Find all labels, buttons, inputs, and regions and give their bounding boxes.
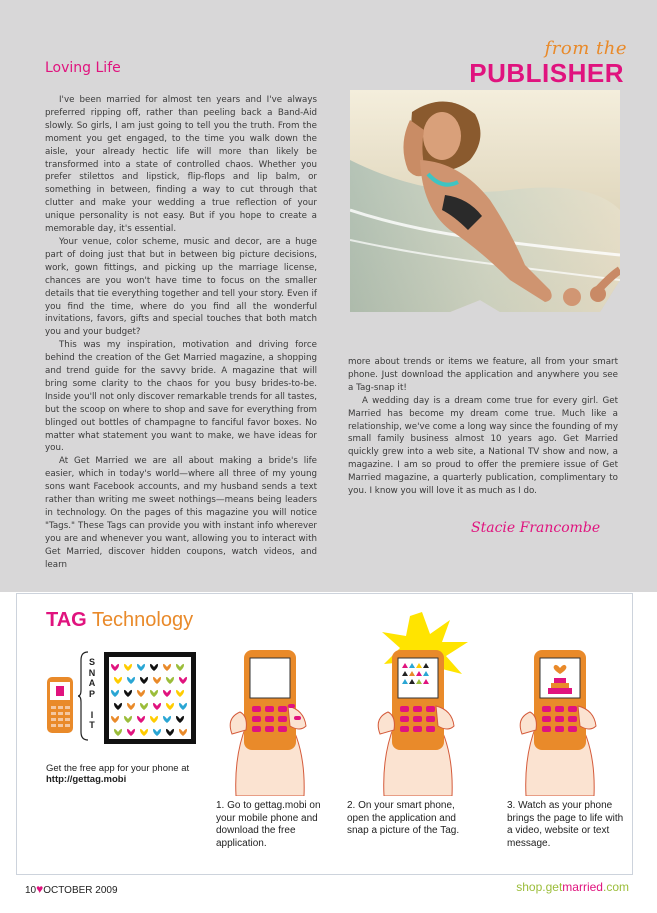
technology-word: Technology (91, 609, 194, 631)
paragraph: At Get Married we are all about making a bride's life easier, which in today's world—where all three of my young sons want Facebook accounts, and my husband sends a text rather than writing me sweet nothings—means being leaders in technology. On the pages of this magazine you will notice "Tags." These Tags can provide you with instant info wherever you are and whenever you want, allowing you to interact with Get Married, discover hidden coupons, watch videos, and learn (45, 456, 317, 570)
snap-letter: I (90, 709, 94, 720)
page-number: 10 (25, 885, 37, 896)
footer-issue (25, 882, 118, 896)
publisher-photo (350, 90, 620, 312)
footer-url[interactable] (516, 880, 629, 894)
article-column-1 (45, 94, 317, 572)
snap-letter: A (88, 678, 96, 688)
article-column-2 (348, 356, 618, 498)
tag-word: TAG (46, 609, 87, 631)
phone-step-2-icon (362, 612, 472, 796)
snap-letter: P (88, 688, 95, 699)
get-app-line: Get the free app for your phone at (46, 763, 190, 774)
snap-letter: N (88, 667, 96, 678)
snap-letter (86, 699, 98, 710)
article-title: Loving Life (45, 60, 121, 76)
publisher-signature: Stacie Francombe (471, 520, 601, 536)
tag-code-image (104, 652, 196, 744)
paragraph: A wedding day is a dream come true for every girl. Get Married has become my dream come true. Much like a relationship, we've come a long way since the founding of my small family business almost 10 years ago. Get Married quickly grew into a web site, a National TV show and now, a magazine. I am so proud to offer the premiere issue of Get Married magazine, a quarterly publication, complimentary to you. I know you will love it as much as I do. (348, 395, 618, 497)
paragraph: more about trends or items we feature, all from your smart phone. Just download the application and anywhere you see a Tag-snap it! (348, 357, 618, 393)
paragraph: I've been married for almost ten years and I've always preferred ripping off, rather than peeling back a Band-Aid slowly. So girls, I am just going to tell you the truth. From the moment you get engaged, to the time you walk down the aisle, your already hectic life will more than likely be transformed into a state of controlled chaos. Whether you prefer stilettos and lipstick, flip-flops and lip balm, or something in between, finding a way to cut through that clutter and make your wedding a true reflection of your unique personality is not easy. But if you hope to create a memorable day, it's essential. (45, 95, 317, 235)
heart-icon: ♥ (36, 882, 44, 896)
from-the-heading: from the (544, 38, 627, 59)
step-1-text: 1. Go to gettag.mobi on your mobile phone and download the free application. (216, 800, 321, 849)
step-3-text: 3. Watch as your phone brings the page to life with a video, website or text message. (507, 800, 624, 849)
issue-date: OCTOBER 2009 (43, 885, 118, 896)
phone-step-3-icon (516, 646, 606, 796)
url-shop: shop. (516, 880, 546, 894)
paragraph: This was my inspiration, motivation and driving force behind the creation of the Get Married magazine, a shopping and trend guide for the savvy bride. A magazine that will bring some clarity to the chaos for you busy brides-to-be. Inside you'll not only discover remarkable trends for all tastes, but the scoop on where to shop and save for everything from blinged out bottles of champagne to fanciful favor boxes. No matter what statement you want to make, we have ideas for you. (45, 340, 317, 454)
get-app-text (46, 763, 236, 785)
paragraph: Your venue, color scheme, music and decor, are a huge part of doing just that but in between big picture decisions, work, gown fittings, and picking up the marriage license, chances are you won't have time to focus on the smaller details that tie everything together and tell your story. Even if you find the time, where do you find all the wonderful invitations, favors, gifts and special touches that both match you and your budget? (45, 236, 317, 338)
step-2-text: 2. On your smart phone, open the application and snap a picture of the Tag. (347, 800, 460, 836)
url-com: .com (602, 880, 629, 894)
publisher-heading: PUBLISHER (469, 58, 624, 88)
gettag-link[interactable]: http://gettag.mobi (46, 774, 127, 785)
phone-step-1-icon (226, 646, 316, 796)
url-married: married (562, 880, 603, 894)
snap-letter: T (89, 720, 95, 730)
snap-it-label (86, 657, 98, 731)
url-get: get (545, 880, 563, 894)
small-phone-icon (46, 676, 74, 734)
tag-technology-title (46, 609, 193, 632)
snap-letter: S (88, 657, 95, 667)
